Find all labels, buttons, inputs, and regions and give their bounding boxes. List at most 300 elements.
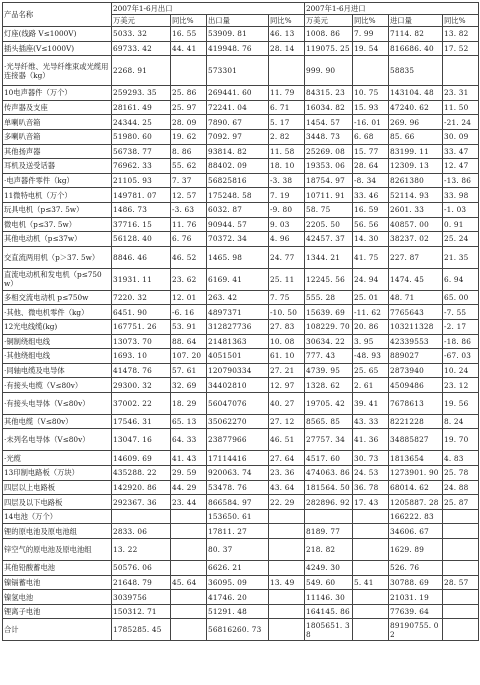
export-usd-cell: 150312. 71 — [112, 604, 171, 619]
import-volume-yoy-cell: 12. 47 — [443, 159, 479, 174]
export-volume-cell: 70372. 34 — [207, 232, 269, 247]
export-volume-yoy-cell: 27. 64 — [269, 451, 305, 466]
export-usd-cell: 13. 22 — [112, 539, 171, 561]
export-usd-yoy-cell: 32. 69 — [171, 378, 207, 393]
table-row — [3, 509, 479, 524]
export-usd-cell: 69733. 42 — [112, 41, 171, 56]
export-usd-cell: 37716. 15 — [112, 217, 171, 232]
table-row — [3, 539, 479, 561]
export-volume-yoy-cell: -9. 80 — [269, 202, 305, 217]
export-volume-yoy-cell: 4. 96 — [269, 232, 305, 247]
import-usd-cell: 282896. 92 — [305, 495, 353, 510]
import-usd-yoy-header: 同比% — [353, 15, 389, 27]
table-row — [3, 159, 479, 174]
product-name-cell: 其他电动机（p≤37w） — [3, 232, 112, 247]
product-name-cell: ·其他、微电机零件（kg） — [3, 305, 112, 320]
import-usd-yoy-cell: 17. 43 — [353, 495, 389, 510]
export-volume-cell: 35062270 — [207, 414, 269, 429]
import-usd-cell: 27757. 34 — [305, 429, 353, 451]
table-row — [3, 173, 479, 188]
table-row — [3, 619, 479, 641]
import-volume-yoy-cell: 33. 98 — [443, 188, 479, 203]
export-usd-cell: 21648. 79 — [112, 575, 171, 590]
export-volume-cell: 51291. 48 — [207, 604, 269, 619]
import-volume-cell: 52114. 93 — [389, 188, 443, 203]
table-row — [3, 349, 479, 364]
export-usd-cell: 2833. 06 — [112, 524, 171, 539]
import-volume-cell: 889027 — [389, 349, 443, 364]
table-row — [3, 246, 479, 268]
export-volume-yoy-cell — [269, 509, 305, 524]
export-usd-cell: 13073. 70 — [112, 334, 171, 349]
export-volume-cell: 90944. 57 — [207, 217, 269, 232]
export-usd-yoy-cell: 64. 33 — [171, 429, 207, 451]
import-volume-yoy-cell — [443, 561, 479, 576]
import-usd-cell: 58. 75 — [305, 202, 353, 217]
table-row — [3, 414, 479, 429]
import-volume-yoy-cell: 8. 24 — [443, 414, 479, 429]
export-usd-yoy-cell — [171, 590, 207, 605]
export-volume-cell: 23877966 — [207, 429, 269, 451]
import-volume-cell: 85. 66 — [389, 129, 443, 144]
export-usd-cell: 3039756 — [112, 590, 171, 605]
import-usd-cell: 108229. 70 — [305, 319, 353, 334]
export-volume-yoy-cell: 6. 71 — [269, 100, 305, 115]
product-name-cell: 镍氢电池 — [3, 590, 112, 605]
table-row — [3, 305, 479, 320]
export-volume-yoy-cell: 27. 83 — [269, 319, 305, 334]
export-volume-yoy-cell: 22. 29 — [269, 495, 305, 510]
product-name-cell: 直流电动机和发电机（p≤750w） — [3, 268, 112, 290]
import-volume-yoy-cell: -2. 17 — [443, 319, 479, 334]
product-name-cell: 灯座(线路 V≤1000V) — [3, 27, 112, 42]
import-usd-yoy-cell: 39. 41 — [353, 392, 389, 414]
import-usd-yoy-cell: 25. 01 — [353, 290, 389, 305]
import-usd-yoy-cell: 6. 68 — [353, 129, 389, 144]
export-volume-cell: 6032. 87 — [207, 202, 269, 217]
product-name-cell: 微电机（p≤37. 5w） — [3, 217, 112, 232]
import-volume-yoy-cell: 25. 24 — [443, 232, 479, 247]
export-volume-yoy-cell: -10. 50 — [269, 305, 305, 320]
import-volume-cell: 38237. 02 — [389, 232, 443, 247]
import-usd-yoy-cell: 16. 59 — [353, 202, 389, 217]
import-usd-yoy-cell: 41. 75 — [353, 246, 389, 268]
product-name-cell: 多相交流电动机 p≤750w — [3, 290, 112, 305]
import-volume-cell: 4509486 — [389, 378, 443, 393]
product-name-cell: 玩具电机（p≤37. 5w） — [3, 202, 112, 217]
import-volume-yoy-cell: 65. 00 — [443, 290, 479, 305]
import-usd-yoy-cell: 10. 75 — [353, 86, 389, 101]
export-volume-cell: 4051501 — [207, 349, 269, 364]
export-usd-yoy-header: 同比% — [171, 15, 207, 27]
import-usd-yoy-cell: 19. 54 — [353, 41, 389, 56]
product-name-cell: 其他铅酸蓄电池 — [3, 561, 112, 576]
import-usd-yoy-cell: 36. 78 — [353, 480, 389, 495]
export-usd-cell: 51980. 60 — [112, 129, 171, 144]
import-usd-cell: 1344. 21 — [305, 246, 353, 268]
export-usd-cell: 2268. 91 — [112, 56, 171, 86]
import-volume-yoy-cell — [443, 539, 479, 561]
import-usd-yoy-cell — [353, 509, 389, 524]
product-name-cell: 锌空气的原电池及原电池组 — [3, 539, 112, 561]
import-usd-yoy-cell: 7. 99 — [353, 27, 389, 42]
import-volume-cell: 34885827 — [389, 429, 443, 451]
import-volume-cell: 8261380 — [389, 173, 443, 188]
export-volume-yoy-cell — [269, 56, 305, 86]
import-usd-yoy-cell: 30. 73 — [353, 451, 389, 466]
export-usd-cell: 142920. 86 — [112, 480, 171, 495]
product-name-cell: 单喇叭音箱 — [3, 115, 112, 130]
product-name-cell: 其他扬声器 — [3, 144, 112, 159]
export-usd-cell: 1693. 10 — [112, 349, 171, 364]
export-volume-yoy-cell: 23. 36 — [269, 466, 305, 481]
export-volume-cell: 41746. 20 — [207, 590, 269, 605]
export-usd-yoy-cell: 6. 76 — [171, 232, 207, 247]
import-volume-yoy-cell: 10. 24 — [443, 363, 479, 378]
import-usd-cell: 777. 43 — [305, 349, 353, 364]
export-usd-yoy-cell: 8. 86 — [171, 144, 207, 159]
import-usd-cell: 16034. 82 — [305, 100, 353, 115]
export-usd-yoy-cell: 19. 62 — [171, 129, 207, 144]
export-volume-yoy-cell — [269, 539, 305, 561]
export-volume-yoy-cell: 2. 82 — [269, 129, 305, 144]
import-usd-yoy-cell: 24. 94 — [353, 268, 389, 290]
table-row — [3, 27, 479, 42]
import-volume-cell: 34606. 67 — [389, 524, 443, 539]
export-usd-cell: 37002. 22 — [112, 392, 171, 414]
export-volume-cell: 120790334 — [207, 363, 269, 378]
import-volume-cell: 8221228 — [389, 414, 443, 429]
export-volume-yoy-cell: 10. 08 — [269, 334, 305, 349]
table-row — [3, 144, 479, 159]
product-name-cell: ·有接头电缆（V≤80v） — [3, 378, 112, 393]
export-volume-yoy-cell: -3. 38 — [269, 173, 305, 188]
import-usd-cell: 19705. 42 — [305, 392, 353, 414]
export-usd-cell: 5033. 32 — [112, 27, 171, 42]
export-usd-yoy-cell — [171, 524, 207, 539]
export-usd-yoy-cell: 12. 01 — [171, 290, 207, 305]
export-usd-yoy-cell: 41. 43 — [171, 451, 207, 466]
export-volume-cell: 866584. 97 — [207, 495, 269, 510]
import-volume-cell: 89190755. 02 — [389, 619, 443, 641]
import-volume-header: 进口量 — [389, 15, 443, 27]
export-usd-yoy-cell: 25. 86 — [171, 86, 207, 101]
import-usd-cell: 25269. 08 — [305, 144, 353, 159]
export-usd-cell: 8846. 46 — [112, 246, 171, 268]
import-usd-header: 万美元 — [305, 15, 353, 27]
export-volume-yoy-cell — [269, 524, 305, 539]
import-volume-cell: 227. 87 — [389, 246, 443, 268]
table-row — [3, 202, 479, 217]
table-row — [3, 319, 479, 334]
import-usd-cell: 1328. 62 — [305, 378, 353, 393]
import-volume-cell: 269. 96 — [389, 115, 443, 130]
table-row — [3, 334, 479, 349]
import-volume-cell: 1474. 45 — [389, 268, 443, 290]
import-usd-cell: 12245. 56 — [305, 268, 353, 290]
export-usd-yoy-cell: 12. 57 — [171, 188, 207, 203]
export-volume-cell: 263. 42 — [207, 290, 269, 305]
import-usd-yoy-cell: 33. 46 — [353, 188, 389, 203]
import-usd-yoy-cell: 56. 56 — [353, 217, 389, 232]
import-group-header: 2007年1-6月进口 — [305, 3, 479, 15]
import-volume-yoy-cell — [443, 590, 479, 605]
import-usd-yoy-cell — [353, 524, 389, 539]
table-row — [3, 100, 479, 115]
export-usd-cell: 31931. 11 — [112, 268, 171, 290]
table-row — [3, 129, 479, 144]
export-volume-cell: 72241. 04 — [207, 100, 269, 115]
export-usd-cell: 24344. 25 — [112, 115, 171, 130]
export-volume-yoy-cell: 7. 19 — [269, 188, 305, 203]
import-usd-yoy-cell: 41. 36 — [353, 429, 389, 451]
import-usd-yoy-cell: 15. 93 — [353, 100, 389, 115]
table-row — [3, 480, 479, 495]
import-usd-cell: 474063. 86 — [305, 466, 353, 481]
product-name-cell: 11微特电机（万个） — [3, 188, 112, 203]
export-volume-yoy-cell: 12. 97 — [269, 378, 305, 393]
export-usd-cell: 435288. 22 — [112, 466, 171, 481]
export-usd-cell: 21105. 93 — [112, 173, 171, 188]
import-volume-cell: 68014. 62 — [389, 480, 443, 495]
export-volume-yoy-header: 同比% — [269, 15, 305, 27]
export-usd-cell: 149781. 07 — [112, 188, 171, 203]
product-name-cell: 耳机及送受话器 — [3, 159, 112, 174]
import-volume-yoy-cell: 33. 47 — [443, 144, 479, 159]
import-volume-cell: 1629. 89 — [389, 539, 443, 561]
import-usd-cell: 2205. 50 — [305, 217, 353, 232]
export-volume-cell: 4897371 — [207, 305, 269, 320]
import-volume-cell: 48. 71 — [389, 290, 443, 305]
import-usd-yoy-cell: 2. 61 — [353, 378, 389, 393]
import-usd-cell: 15639. 69 — [305, 305, 353, 320]
product-name-cell: 传声器及支座 — [3, 100, 112, 115]
import-volume-cell: 1813654 — [389, 451, 443, 466]
export-volume-cell: 269441. 60 — [207, 86, 269, 101]
export-volume-cell: 88402. 09 — [207, 159, 269, 174]
export-volume-yoy-cell: 27. 12 — [269, 414, 305, 429]
export-volume-cell: 80. 37 — [207, 539, 269, 561]
import-volume-yoy-cell: -7. 55 — [443, 305, 479, 320]
export-usd-yoy-cell: 44. 29 — [171, 480, 207, 495]
table-row — [3, 451, 479, 466]
import-usd-yoy-cell: -16. 01 — [353, 115, 389, 130]
export-volume-cell: 56816260. 73 — [207, 619, 269, 641]
import-volume-cell: 30788. 69 — [389, 575, 443, 590]
product-name-cell: ·光缆 — [3, 451, 112, 466]
export-volume-yoy-cell: 46. 13 — [269, 27, 305, 42]
export-usd-yoy-cell — [171, 619, 207, 641]
export-usd-yoy-cell — [171, 604, 207, 619]
export-usd-cell: 292367. 36 — [112, 495, 171, 510]
export-volume-yoy-cell: 7. 75 — [269, 290, 305, 305]
export-usd-yoy-cell — [171, 539, 207, 561]
table-row — [3, 604, 479, 619]
table-row — [3, 378, 479, 393]
import-usd-yoy-cell: 3. 95 — [353, 334, 389, 349]
import-usd-cell: 555. 28 — [305, 290, 353, 305]
import-volume-yoy-cell: 24. 88 — [443, 480, 479, 495]
import-volume-cell: 7765643 — [389, 305, 443, 320]
export-usd-cell: 50576. 06 — [112, 561, 171, 576]
import-volume-yoy-cell: 19. 70 — [443, 429, 479, 451]
import-volume-yoy-cell: 17. 52 — [443, 41, 479, 56]
export-usd-cell: 1486. 73 — [112, 202, 171, 217]
table-row — [3, 115, 479, 130]
table-row — [3, 429, 479, 451]
export-volume-cell: 53909. 81 — [207, 27, 269, 42]
import-volume-cell: 2601. 33 — [389, 202, 443, 217]
export-usd-header: 万美元 — [112, 15, 171, 27]
import-usd-cell: 164145. 86 — [305, 604, 353, 619]
product-name-cell: 12光电线缆(kg) — [3, 319, 112, 334]
import-volume-yoy-cell: 25. 87 — [443, 495, 479, 510]
export-volume-cell: 7092. 97 — [207, 129, 269, 144]
import-usd-cell: 549. 60 — [305, 575, 353, 590]
export-volume-cell: 21481363 — [207, 334, 269, 349]
export-volume-cell: 34402810 — [207, 378, 269, 393]
import-usd-cell: 11146. 30 — [305, 590, 353, 605]
export-group-header: 2007年1-6月出口 — [112, 3, 305, 15]
import-volume-cell: 77639. 64 — [389, 604, 443, 619]
export-usd-cell: 29300. 32 — [112, 378, 171, 393]
product-name-cell: 合计 — [3, 619, 112, 641]
export-volume-yoy-cell: 11. 58 — [269, 144, 305, 159]
import-volume-yoy-cell: 6. 94 — [443, 268, 479, 290]
export-usd-yoy-cell: 45. 64 — [171, 575, 207, 590]
import-volume-yoy-cell: 28. 57 — [443, 575, 479, 590]
import-usd-cell: 1805651. 38 — [305, 619, 353, 641]
export-usd-yoy-cell: 29. 59 — [171, 466, 207, 481]
import-usd-cell: 1008. 86 — [305, 27, 353, 42]
import-usd-cell: 119075. 25 — [305, 41, 353, 56]
import-usd-cell: 4249. 30 — [305, 561, 353, 576]
import-volume-yoy-cell: 23. 31 — [443, 86, 479, 101]
table-row — [3, 86, 479, 101]
export-volume-yoy-cell: 18. 10 — [269, 159, 305, 174]
import-volume-yoy-header: 同比% — [443, 15, 479, 27]
export-usd-yoy-cell: 23. 44 — [171, 495, 207, 510]
import-usd-cell: 1454. 57 — [305, 115, 353, 130]
product-name-cell: 13印制电路板（万块） — [3, 466, 112, 481]
table-body — [3, 27, 479, 641]
export-volume-yoy-cell: 5. 17 — [269, 115, 305, 130]
import-volume-cell: 143104. 48 — [389, 86, 443, 101]
table-row — [3, 56, 479, 86]
import-volume-yoy-cell: -67. 03 — [443, 349, 479, 364]
export-usd-yoy-cell: -6. 16 — [171, 305, 207, 320]
import-usd-yoy-cell — [353, 539, 389, 561]
import-usd-yoy-cell: 25. 65 — [353, 363, 389, 378]
product-name-cell: 其他电缆（V≤80v） — [3, 414, 112, 429]
export-volume-cell: 6169. 41 — [207, 268, 269, 290]
product-name-cell: 锂离子电池 — [3, 604, 112, 619]
export-usd-cell: 76962. 33 — [112, 159, 171, 174]
export-volume-cell: 6626. 21 — [207, 561, 269, 576]
import-usd-yoy-cell: 43. 33 — [353, 414, 389, 429]
export-volume-cell: 175248. 58 — [207, 188, 269, 203]
import-usd-yoy-cell — [353, 590, 389, 605]
import-volume-yoy-cell — [443, 509, 479, 524]
import-volume-cell: 58835 — [389, 56, 443, 86]
table-row — [3, 466, 479, 481]
export-usd-yoy-cell: 28. 09 — [171, 115, 207, 130]
import-volume-cell: 166222. 83 — [389, 509, 443, 524]
table-row — [3, 217, 479, 232]
import-volume-cell: 40857. 00 — [389, 217, 443, 232]
export-usd-yoy-cell: 107. 20 — [171, 349, 207, 364]
export-volume-yoy-cell: 11. 79 — [269, 86, 305, 101]
import-volume-cell: 7678613 — [389, 392, 443, 414]
export-usd-cell: 28161. 49 — [112, 100, 171, 115]
import-volume-cell: 2873940 — [389, 363, 443, 378]
export-usd-cell: 56128. 40 — [112, 232, 171, 247]
export-usd-yoy-cell: 11. 76 — [171, 217, 207, 232]
export-usd-cell — [112, 509, 171, 524]
product-name-cell: 14电池（万个） — [3, 509, 112, 524]
export-usd-yoy-cell: 55. 62 — [171, 159, 207, 174]
import-volume-cell: 47240. 62 — [389, 100, 443, 115]
table-row — [3, 268, 479, 290]
import-volume-cell: 21031. 19 — [389, 590, 443, 605]
export-volume-cell: 56047076 — [207, 392, 269, 414]
import-usd-yoy-cell: 14. 30 — [353, 232, 389, 247]
export-volume-yoy-cell: 13. 49 — [269, 575, 305, 590]
import-usd-cell: 218. 82 — [305, 539, 353, 561]
export-volume-header: 出口量 — [207, 15, 269, 27]
import-usd-yoy-cell: 24. 53 — [353, 466, 389, 481]
import-usd-yoy-cell — [353, 561, 389, 576]
export-usd-yoy-cell: 23. 62 — [171, 268, 207, 290]
import-usd-cell: 30634. 22 — [305, 334, 353, 349]
export-volume-cell: 17114416 — [207, 451, 269, 466]
export-volume-cell: 56825816 — [207, 173, 269, 188]
import-volume-cell: 83199. 11 — [389, 144, 443, 159]
table-row — [3, 495, 479, 510]
export-usd-yoy-cell: -3. 63 — [171, 202, 207, 217]
export-volume-yoy-cell: 28. 14 — [269, 41, 305, 56]
import-volume-cell: 42339553 — [389, 334, 443, 349]
import-usd-cell: 4739. 95 — [305, 363, 353, 378]
import-volume-cell: 7114. 82 — [389, 27, 443, 42]
import-usd-cell: 181564. 50 — [305, 480, 353, 495]
export-volume-yoy-cell — [269, 590, 305, 605]
export-volume-cell: 53478. 76 — [207, 480, 269, 495]
import-usd-yoy-cell: 5. 41 — [353, 575, 389, 590]
export-volume-yoy-cell: 43. 64 — [269, 480, 305, 495]
product-name-cell: ·铜制绕组电线 — [3, 334, 112, 349]
export-usd-cell: 167751. 26 — [112, 319, 171, 334]
import-volume-yoy-cell — [443, 56, 479, 86]
import-usd-yoy-cell: -11. 62 — [353, 305, 389, 320]
export-volume-cell: 920063. 74 — [207, 466, 269, 481]
import-usd-cell: 84315. 23 — [305, 86, 353, 101]
table-row — [3, 561, 479, 576]
import-usd-yoy-cell: -8. 34 — [353, 173, 389, 188]
table-row — [3, 575, 479, 590]
import-volume-yoy-cell: -1. 03 — [443, 202, 479, 217]
table-row — [3, 290, 479, 305]
table-row — [3, 590, 479, 605]
import-volume-cell: 816686. 40 — [389, 41, 443, 56]
export-usd-cell: 6451. 90 — [112, 305, 171, 320]
product-name-cell: 多喇叭音箱 — [3, 129, 112, 144]
export-volume-cell: 153650. 61 — [207, 509, 269, 524]
product-name-cell: 10电声器件（万个） — [3, 86, 112, 101]
export-volume-cell: 573301 — [207, 56, 269, 86]
export-usd-yoy-cell — [171, 509, 207, 524]
export-usd-yoy-cell: 16. 55 — [171, 27, 207, 42]
